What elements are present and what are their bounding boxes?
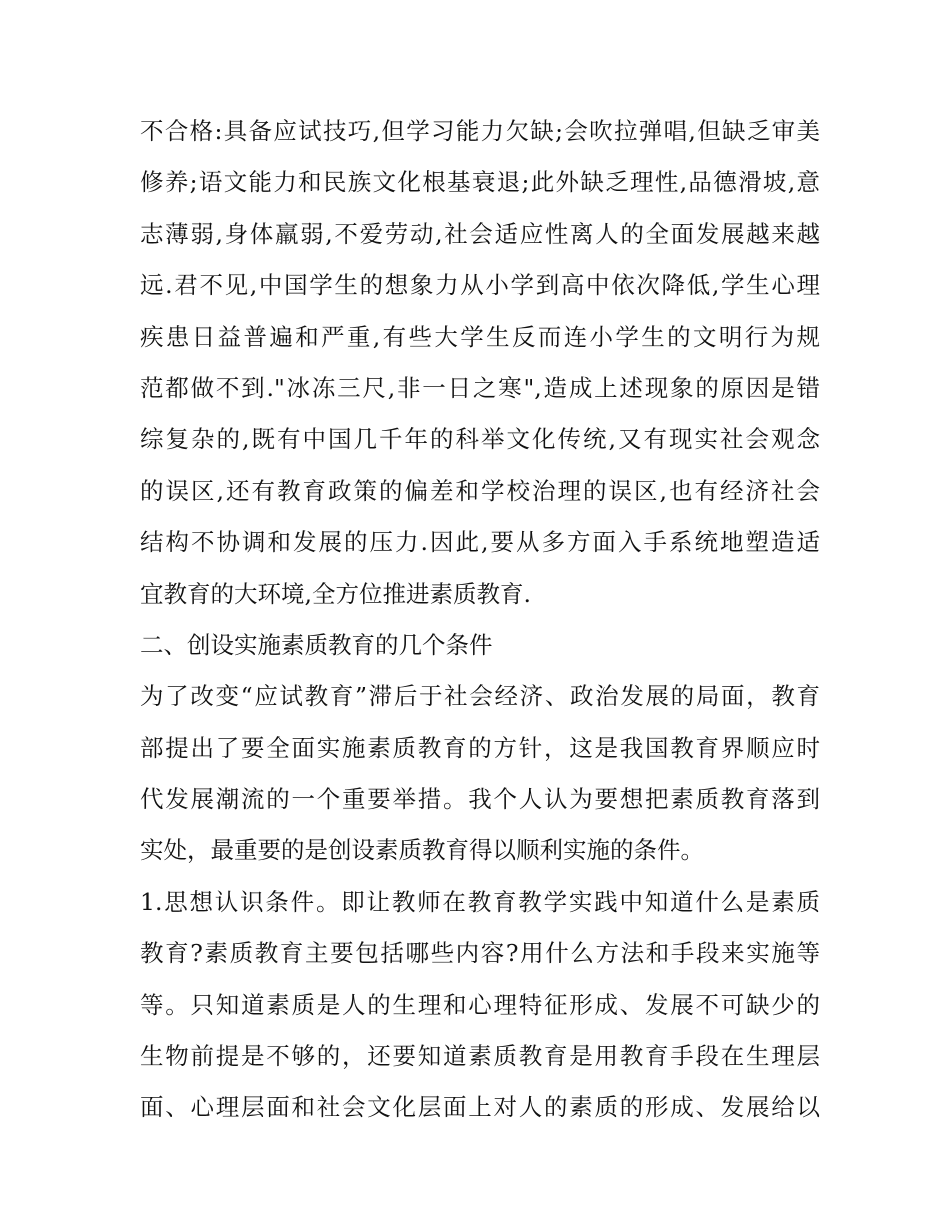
paragraph-1 — [140, 106, 820, 620]
text-line: 不合格:具备应试技巧,但学习能力欠缺;会吹拉弹唱,但缺乏审美 — [140, 117, 820, 145]
text-line: 1.思想认识条件。即让教师在教育教学实践中知道什么是素质 — [140, 887, 820, 916]
text-line: 综复杂的,既有中国几千年的科举文化传统,又有现实社会观念 — [140, 425, 820, 454]
text-line: 的误区,还有教育政策的偏差和学校治理的误区,也有经济社会 — [140, 476, 820, 505]
text-line: 等。只知道素质是人的生理和心理特征形成、发展不可缺少的 — [140, 990, 820, 1019]
text-line: 修养;语文能力和民族文化根基衰退;此外缺乏理性,品德滑坡,意 — [140, 168, 820, 197]
text-line: 实处，最重要的是创设素质教育得以顺利实施的条件。 — [140, 836, 704, 865]
text-line: 部提出了要全面实施素质教育的方针，这是我国教育界顺应时 — [140, 733, 820, 762]
paragraph-3 — [140, 877, 820, 1134]
text-line: 教育?素质教育主要包括哪些内容?用什么方法和手段来实施等 — [140, 939, 820, 968]
section-heading: 二、创设实施素质教育的几个条件 — [140, 630, 493, 659]
text-line: 结构不协调和发展的压力.因此,要从多方面入手系统地塑造适 — [140, 528, 820, 557]
text-line: 面、心理层面和社会文化层面上对人的素质的形成、发展给以 — [140, 1093, 820, 1122]
document-body — [140, 106, 820, 1134]
text-line: 代发展潮流的一个重要举措。我个人认为要想把素质教育落到 — [140, 785, 820, 814]
text-line: 生物前提是不够的，还要知道素质教育是用教育手段在生理层 — [140, 1042, 820, 1071]
paragraph-2 — [140, 671, 820, 877]
text-line: 疾患日益普遍和严重,有些大学生反而连小学生的文明行为规 — [140, 322, 820, 351]
text-line: 宜教育的大环境,全方位推进素质教育. — [140, 579, 531, 608]
text-line: 为了改变“应试教育”滞后于社会经济、政治发展的局面，教育 — [140, 682, 820, 711]
text-line: 远.君不见,中国学生的想象力从小学到高中依次降低,学生心理 — [140, 271, 820, 300]
text-line: 范都做不到."冰冻三尺,非一日之寒",造成上述现象的原因是错 — [140, 373, 820, 402]
text-line: 志薄弱,身体羸弱,不爱劳动,社会适应性离人的全面发展越来越 — [140, 219, 820, 248]
